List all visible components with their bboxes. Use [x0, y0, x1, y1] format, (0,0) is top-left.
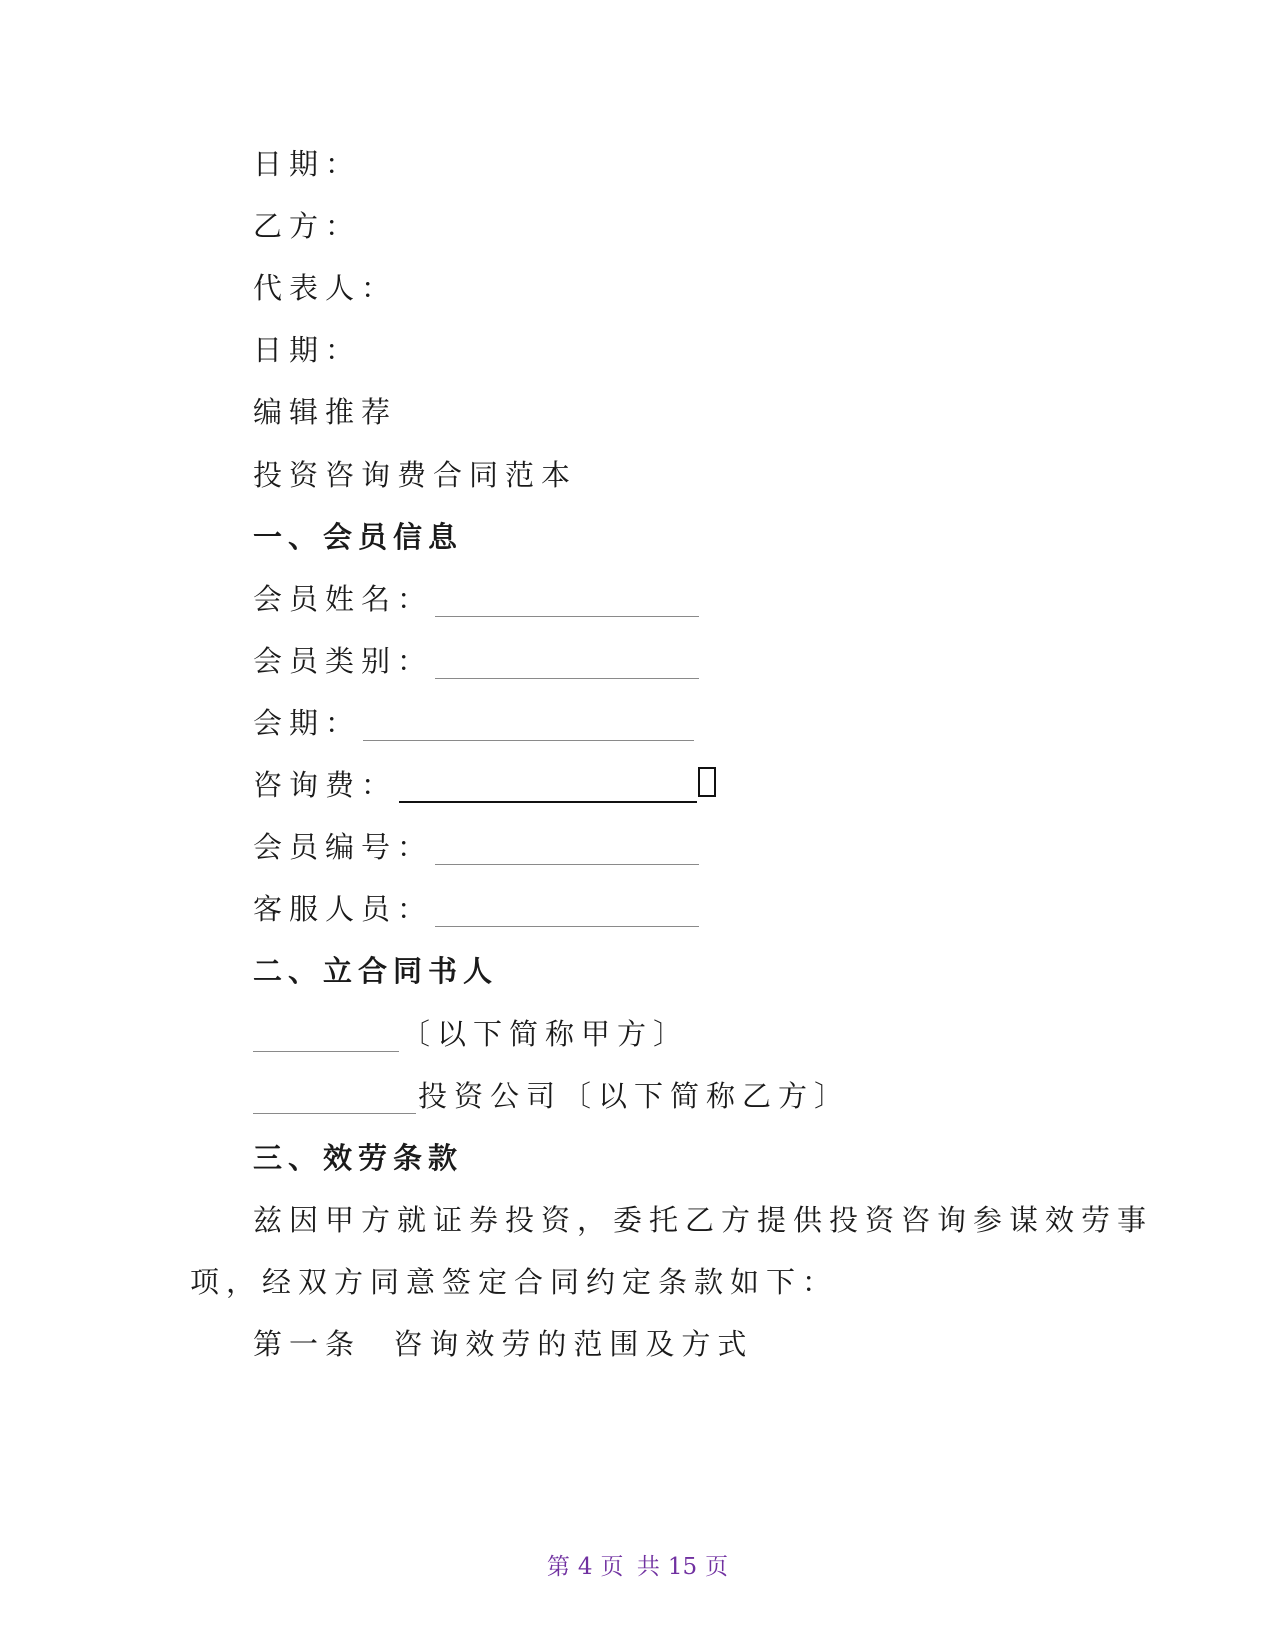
article-1-text: 第一条 咨询效劳的范围及方式 [253, 1327, 754, 1361]
missing-glyph-icon [698, 767, 716, 797]
member-no-label: 会员编号： [253, 830, 434, 864]
member-name-row [253, 581, 699, 617]
section-3-heading-text: 三、效劳条款 [253, 1141, 464, 1175]
intro-line-1-text: 兹因甲方就证券投资，委托乙方提供投资咨询参谋效劳事 [253, 1203, 1154, 1237]
document-title [253, 457, 577, 493]
signature-party-b-label: 乙方： [253, 209, 362, 243]
fee-label: 咨询费： [253, 768, 398, 802]
party-a-blank[interactable] [253, 1023, 399, 1052]
term-blank[interactable] [363, 712, 694, 741]
term-label: 会期： [253, 706, 362, 740]
member-type-row [253, 643, 699, 679]
member-name-label: 会员姓名： [253, 582, 434, 616]
member-type-blank[interactable] [435, 650, 699, 679]
signature-representative [253, 270, 397, 306]
service-staff-label: 客服人员： [253, 892, 434, 926]
intro-line-2-text: 项，经双方同意签定合同约定条款如下： [190, 1265, 839, 1299]
intro-paragraph-line-1 [253, 1202, 1153, 1238]
signature-date-1-label: 日期： [253, 147, 362, 181]
term-row [253, 705, 694, 741]
party-b-row [253, 1078, 850, 1114]
service-staff-blank[interactable] [435, 898, 699, 927]
section-2-heading-text: 二、立合同书人 [253, 954, 499, 988]
member-type-label: 会员类别： [253, 644, 434, 678]
section-2-heading [253, 953, 498, 989]
footer-current-page: 4 [577, 1554, 593, 1580]
signature-date-2 [253, 332, 361, 368]
signature-date-2-label: 日期： [253, 333, 362, 367]
signature-representative-label: 代表人： [253, 271, 398, 305]
page-footer [0, 1548, 1275, 1581]
recommend-text: 编辑推荐 [253, 395, 398, 429]
party-b-blank[interactable] [253, 1085, 416, 1114]
footer-total-pages: 15 [667, 1554, 698, 1580]
intro-paragraph-line-2 [190, 1264, 838, 1300]
article-1-heading [253, 1326, 753, 1362]
party-a-suffix: 〔以下简称甲方〕 [401, 1017, 690, 1051]
section-1-heading-text: 一、会员信息 [253, 520, 464, 554]
party-b-suffix: 投资公司〔以下简称乙方〕 [418, 1079, 851, 1113]
fee-blank[interactable] [399, 773, 697, 803]
member-no-row [253, 829, 699, 865]
section-3-heading [253, 1140, 463, 1176]
party-a-row [253, 1016, 689, 1052]
signature-date-1 [253, 146, 361, 182]
footer-middle: 页 共 [600, 1554, 660, 1580]
document-title-text: 投资咨询费合同范本 [253, 458, 578, 492]
signature-party-b [253, 208, 361, 244]
member-name-blank[interactable] [435, 588, 699, 617]
service-staff-row [253, 891, 699, 927]
footer-prefix: 第 [546, 1554, 570, 1580]
fee-row [253, 767, 716, 803]
section-1-heading [253, 519, 463, 555]
member-no-blank[interactable] [435, 836, 699, 865]
footer-suffix: 页 [705, 1554, 729, 1580]
recommend-label [253, 394, 397, 430]
